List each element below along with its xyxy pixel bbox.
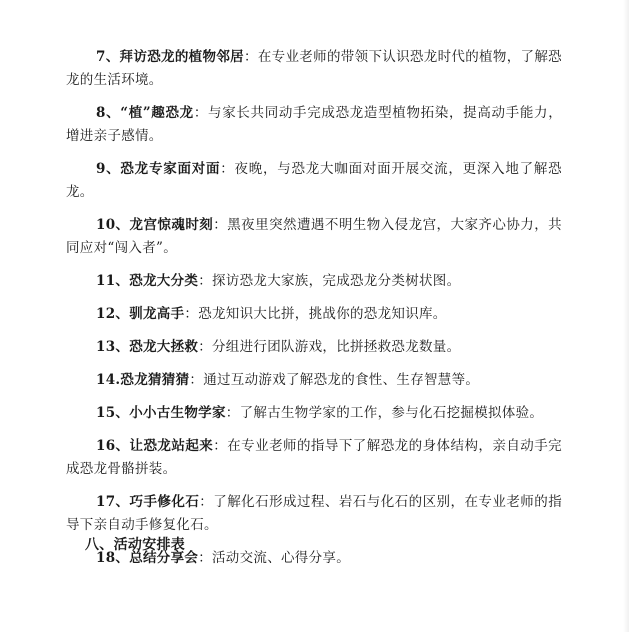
item-number: 15、 (96, 405, 130, 421)
item-title: 恐龙专家面对面 (120, 161, 221, 177)
item-separator: ： (198, 273, 212, 289)
section-heading: 八、活动安排表 (85, 537, 186, 553)
item-number: 9、 (96, 161, 121, 177)
item-description: 与家长共同动手完成恐龙造型植物拓染，提高动手能力，增进亲子感情。 (66, 105, 562, 144)
item-description: 夜晚，与恐龙大咖面对面开展交流，更深入地了解恐龙。 (66, 161, 562, 200)
item-description: 黑夜里突然遭遇不明生物入侵龙宫，大家齐心协力，共同应对“闯入者”。 (66, 217, 562, 256)
list-item (66, 336, 562, 359)
item-description: 恐龙知识大比拼，挑战你的恐龙知识库。 (198, 306, 447, 322)
list-item (66, 214, 562, 260)
item-title: 恐龙猜猜猜 (120, 372, 190, 388)
item-description: 探访恐龙大家族，完成恐龙分类树状图。 (212, 273, 461, 289)
item-separator: ： (220, 161, 235, 177)
item-title: 拜访恐龙的植物邻居 (119, 49, 244, 65)
list-item (66, 491, 562, 537)
item-number: 10、 (96, 217, 130, 233)
item-description: 在专业老师的指导下了解恐龙的身体结构，亲自动手完成恐龙骨骼拼装。 (66, 438, 562, 477)
list-item (66, 158, 562, 204)
item-number: 18、 (96, 550, 130, 566)
item-title: 小小古生物学家 (129, 405, 226, 421)
list-item (66, 402, 562, 425)
item-number: 16、 (96, 438, 130, 454)
item-number: 11、 (96, 273, 130, 289)
item-description: 了解古生物学家的工作，参与化石挖掘模拟体验。 (239, 405, 544, 421)
list-item (66, 102, 562, 148)
item-title: 让恐龙站起来 (129, 438, 214, 454)
item-description: 分组进行团队游戏，比拼拯救恐龙数量。 (212, 339, 461, 355)
scan-edge-shade (623, 0, 629, 632)
item-separator: ： (184, 306, 199, 322)
list-item (66, 369, 562, 392)
item-title: 巧手修化石 (129, 494, 200, 510)
item-title: 驯龙高手 (129, 306, 185, 322)
item-number: 7、 (96, 49, 120, 65)
item-title: 总结分享会 (129, 550, 199, 566)
item-separator: ： (213, 217, 228, 233)
item-title: 恐龙大分类 (129, 273, 199, 289)
item-separator: ： (198, 550, 212, 566)
list-item (66, 46, 562, 92)
item-description: 活动交流、心得分享。 (212, 550, 350, 566)
item-number: 8、 (96, 105, 121, 121)
item-separator: ： (193, 105, 209, 121)
item-number: 17、 (96, 494, 130, 510)
item-number: 14. (96, 372, 121, 388)
item-title: 龙宫惊魂时刻 (129, 217, 214, 233)
item-separator: ： (198, 339, 212, 355)
item-description: 通过互动游戏了解恐龙的食性、生存智慧等。 (203, 372, 480, 388)
item-separator: ： (213, 438, 228, 454)
item-separator: ： (244, 49, 258, 65)
item-description: 在专业老师的带领下认识恐龙时代的植物，了解恐龙的生活环境。 (66, 49, 562, 88)
item-title: 恐龙大拯救 (129, 339, 199, 355)
item-separator: ： (225, 405, 240, 421)
item-number: 12、 (96, 306, 130, 322)
item-title: “植”趣恐龙 (120, 105, 194, 121)
list-item (66, 270, 562, 293)
item-description: 了解化石形成过程、岩石与化石的区别，在专业老师的指导下亲自动手修复化石。 (66, 494, 562, 533)
item-number: 13、 (96, 339, 130, 355)
list-item (66, 303, 562, 326)
item-separator: ： (199, 494, 214, 510)
activity-list (66, 46, 562, 580)
list-item (66, 435, 562, 481)
item-separator: ： (189, 372, 204, 388)
